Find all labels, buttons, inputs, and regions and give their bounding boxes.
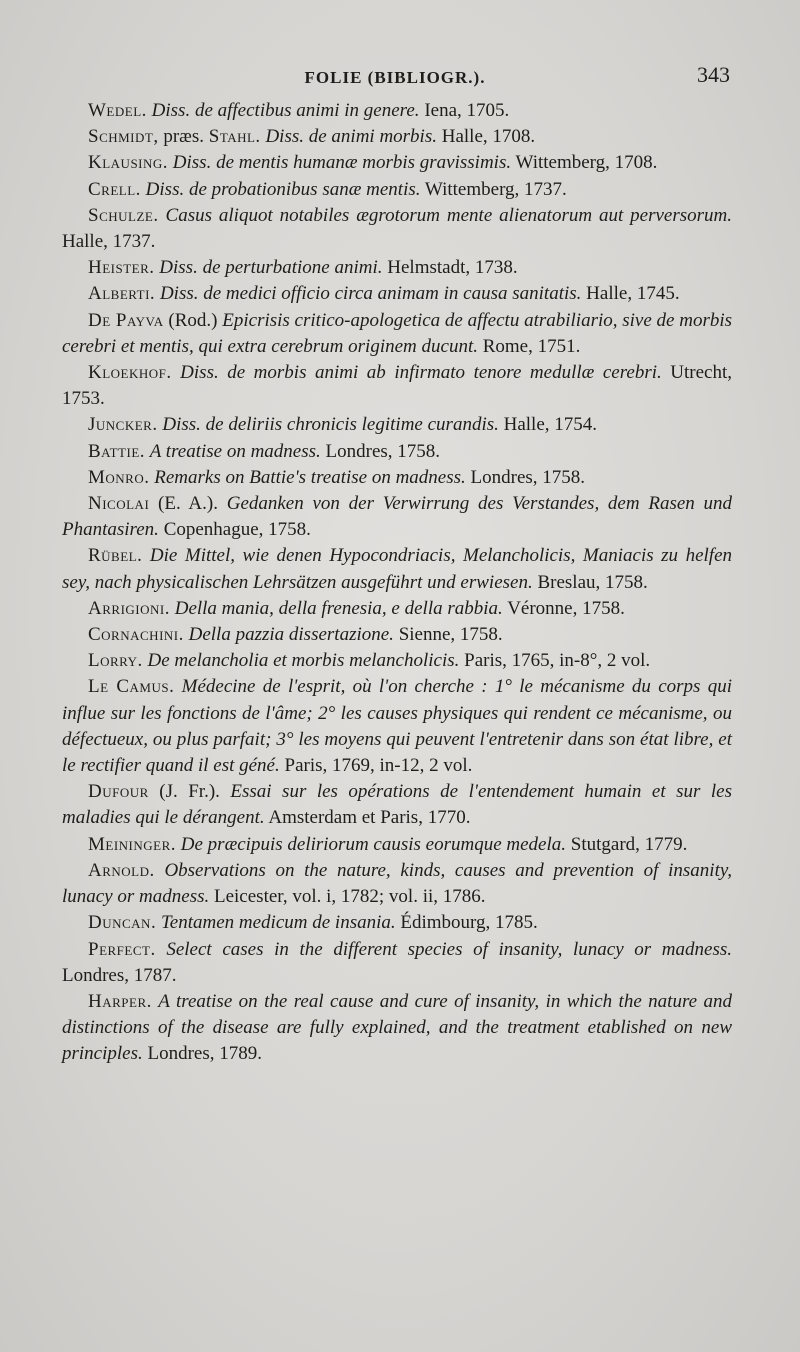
entry-title: Diss. de deliriis chronicis legitime curandis. — [162, 414, 499, 436]
bibliography-entry — [62, 308, 732, 360]
bibliography-entry — [62, 937, 732, 989]
entry-author: Cornachini. — [88, 624, 184, 646]
entry-author: Dufour — [88, 781, 149, 803]
entry-publication: Breslau, 1758. — [537, 571, 648, 593]
entry-publication: Véronne, 1758. — [507, 597, 625, 619]
entry-title: Diss. de mentis humanæ morbis gravissimis. — [172, 152, 512, 174]
entry-publication: Paris, 1765, in-8°, 2 vol. — [464, 650, 651, 672]
bibliography-entry — [62, 177, 732, 203]
entry-publication: Halle, 1745. — [586, 283, 680, 305]
entry-title: Della pazzia dissertazione. — [188, 624, 394, 646]
entry-title: Diss. de animi morbis. — [265, 126, 437, 148]
bibliography-entry — [62, 203, 732, 255]
entry-author: Schulze. — [88, 204, 159, 226]
entry-title: Diss. de perturbatione animi. — [159, 257, 383, 279]
entry-author: Juncker. — [88, 414, 158, 436]
entry-title: Tentamen medicum de insania. — [160, 912, 396, 934]
entry-title: De præcipuis deliriorum causis eorumque medela. — [180, 833, 567, 855]
entry-publication: Helmstadt, 1738. — [387, 257, 518, 279]
entry-publication: Wittemberg, 1708. — [515, 152, 658, 174]
entry-publication: Halle, 1708. — [441, 126, 536, 148]
bibliography-list — [62, 98, 732, 1068]
entry-publication: Rome, 1751. — [482, 335, 581, 357]
entry-publication: Halle, 1754. — [503, 414, 598, 436]
entry-publication: Utrecht, 1753. — [62, 362, 733, 410]
bibliography-entry — [62, 543, 732, 595]
entry-author: Crell. — [88, 178, 141, 200]
page-number: 343 — [697, 62, 730, 87]
entry-title: Die Mittel, wie denen Hypocondriacis, Melancholicis, Maniacis zu helfen sey, nach physicalischen Lehrsätzen ausgeführt und erwiesen. — [62, 545, 732, 593]
entry-title: Casus aliquot notabiles ægrotorum mente alienatorum aut perversorum. — [165, 204, 733, 226]
entry-author: Schmidt, — [88, 126, 159, 148]
bibliography-entry — [62, 98, 732, 124]
entry-title: Remarks on Battie's treatise on madness. — [154, 466, 466, 488]
entry-author: Le Camus. — [88, 676, 175, 698]
entry-author: Heister. — [88, 257, 155, 279]
entry-title: Della mania, della frenesia, e della rabbia. — [174, 597, 503, 619]
bibliography-entry — [62, 255, 732, 281]
entry-title: Diss. de medici officio circa animam in causa sanitatis. — [159, 283, 582, 305]
entry-title: A treatise on madness. — [149, 440, 321, 462]
entry-publication: Wittemberg, 1737. — [424, 178, 567, 200]
entry-publication: Paris, 1769, in-12, 2 vol. — [284, 755, 473, 777]
bibliography-entry — [62, 858, 732, 910]
entry-title: Epicrisis critico-apologetica de affectu atrabiliario, sive de morbis cerebri et mentis, qui extra cerebrum originem ducunt. — [62, 309, 733, 357]
entry-publication: Londres, 1789. — [147, 1043, 263, 1065]
entry-publication: Halle, 1737. — [62, 231, 156, 253]
entry-author: Perfect. — [88, 938, 156, 960]
entry-title: Diss. de affectibus animi in genere. — [151, 100, 420, 121]
bibliography-entry — [62, 648, 732, 674]
entry-author: Wedel. — [88, 100, 147, 121]
entry-author: Stahl. — [208, 126, 261, 148]
entry-author: Harper. — [88, 990, 152, 1012]
entry-author: Kloekhof. — [88, 362, 172, 384]
entry-publication: Leicester, vol. i, 1782; vol. ii, 1786. — [213, 886, 486, 908]
entry-author: Monro. — [88, 466, 150, 488]
entry-note: præs. — [163, 126, 204, 148]
entry-publication: Édimbourg, 1785. — [400, 912, 538, 934]
bibliography-entry — [62, 989, 732, 1068]
bibliography-entry — [62, 832, 732, 858]
entry-publication: Iena, 1705. — [424, 100, 510, 121]
bibliography-entry — [62, 622, 732, 648]
bibliography-entry — [62, 465, 732, 491]
entry-author: Alberti. — [88, 283, 156, 305]
entry-author: Nicolai — [88, 493, 150, 515]
bibliography-entry — [62, 439, 732, 465]
bibliography-entry — [62, 150, 732, 176]
bibliography-entry — [62, 910, 732, 936]
bibliography-entry — [62, 779, 732, 831]
bibliography-entry — [62, 281, 732, 307]
entry-note: (E. A.). — [158, 493, 218, 515]
bibliography-entry — [62, 360, 732, 412]
entry-publication: Londres, 1758. — [325, 440, 441, 462]
entry-title: Diss. de morbis animi ab infirmato tenore medullæ cerebri. — [180, 362, 662, 384]
entry-author: De Payva — [88, 309, 164, 331]
entry-title: Médecine de l'esprit, où l'on cherche : 1° le mécanisme du corps qui influe sur les fonctions de l'âme; 2° les causes physiques qui rendent ce mécanisme, ou défectueux, ou plus parfait; 3° les moyens qui peuvent l'entretenir dans son état libre, et le rectifier quand il est géné. — [62, 676, 732, 777]
bibliography-entry — [62, 412, 732, 438]
entry-title: Diss. de probationibus sanæ mentis. — [145, 178, 421, 200]
entry-author: Klausing. — [88, 152, 169, 174]
entry-author: Meininger. — [88, 833, 177, 855]
entry-author: Battie. — [88, 440, 146, 462]
entry-title: De melancholia et morbis melancholicis. — [147, 650, 460, 672]
entry-publication: Amsterdam et Paris, 1770. — [268, 807, 471, 829]
entry-title: Observations on the nature, kinds, causes and prevention of insanity, lunacy or madness. — [62, 859, 733, 908]
running-title: FOLIE (BIBLIOGR.). — [304, 68, 486, 87]
entry-title: Essai sur les opérations de l'entendement humain et sur les maladies qui le dérangent. — [62, 781, 732, 829]
bibliography-entry — [62, 596, 732, 622]
entry-title: Select cases in the different species of insanity, lunacy or madness. — [166, 938, 732, 960]
entry-title: Gedanken von der Verwirrung des Verstandes, dem Rasen und Phantasiren. — [62, 493, 733, 541]
entry-author: Arrigioni. — [88, 597, 170, 619]
entry-author: Arnold. — [88, 859, 155, 881]
entry-note: (J. Fr.). — [159, 781, 220, 803]
entry-author: Duncan. — [88, 912, 157, 934]
entry-author: Lorry. — [88, 650, 143, 672]
bibliography-entry — [62, 674, 732, 779]
entry-title: A treatise on the real cause and cure of insanity, in which the nature and distinctions of the disease are fully explained, and the treatment etablished on new principles. — [62, 990, 732, 1065]
entry-author: Rübel. — [88, 545, 143, 567]
entry-publication: Londres, 1787. — [62, 964, 177, 986]
page-header — [60, 62, 730, 92]
bibliography-entry — [62, 124, 732, 150]
entry-publication: Copenhague, 1758. — [163, 519, 311, 541]
entry-publication: Londres, 1758. — [470, 466, 586, 488]
entry-publication: Sienne, 1758. — [398, 624, 503, 646]
entry-note: (Rod.) — [168, 309, 218, 331]
entry-publication: Stutgard, 1779. — [570, 833, 688, 855]
bibliography-entry — [62, 491, 732, 543]
